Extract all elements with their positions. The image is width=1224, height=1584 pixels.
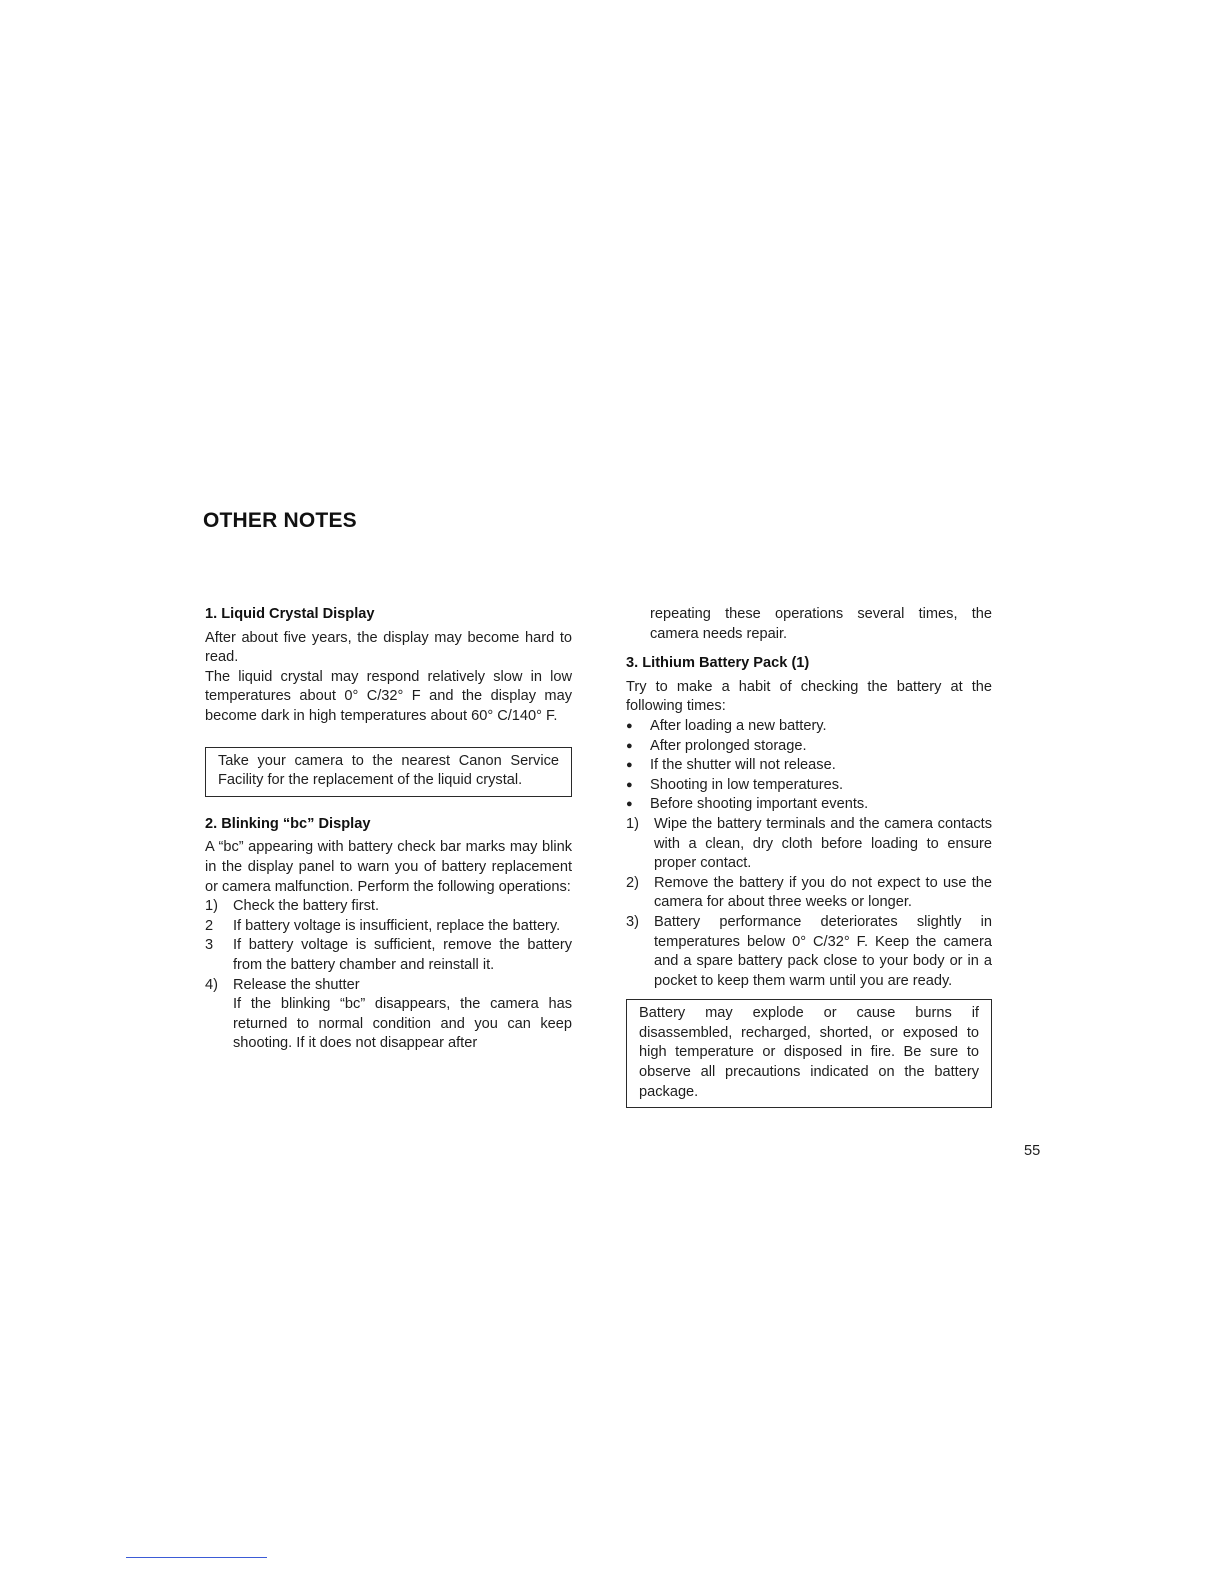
section-lithium-battery-pack xyxy=(626,654,992,1108)
list-marker: 4) xyxy=(205,976,218,993)
notice-box: Take your camera to the nearest Canon Service Facility for the replacement of the liquid crystal. xyxy=(205,747,572,797)
list-marker: 2) xyxy=(626,874,639,891)
right-column xyxy=(626,605,992,1108)
bullet-item xyxy=(626,776,992,796)
bullet-dot-icon: ● xyxy=(626,798,633,811)
bullet-dot-icon: ● xyxy=(626,759,633,772)
section-heading: 2. Blinking “bc” Display xyxy=(205,815,371,832)
bullet-text: If the shutter will not release. xyxy=(650,757,836,774)
bullet-text: Shooting in low temperatures. xyxy=(650,776,844,793)
list-item xyxy=(626,913,992,991)
list-item-text: Battery performance deteriorates slightly in temperatures below 0° C/32° F. Keep the camera and a spare battery pack close to your body or in a pocket to keep them warm until you are ready. xyxy=(654,913,992,989)
page-number: 55 xyxy=(1024,1143,1041,1159)
paragraph: After about five years, the display may become hard to read. xyxy=(205,629,572,666)
section-heading: 1. Liquid Crystal Display xyxy=(205,606,375,622)
list-item xyxy=(205,976,572,996)
bullet-item xyxy=(626,756,992,776)
scan-edge-line xyxy=(126,1557,267,1558)
bullet-dot-icon: ● xyxy=(626,778,633,791)
bullet-text: Before shooting important events. xyxy=(650,796,869,813)
list-item-text: Remove the battery if you do not expect to use the camera for about three weeks or longer. xyxy=(654,874,992,911)
list-item-text: If battery voltage is sufficient, remove the battery from the battery chamber and reinstall it. xyxy=(233,937,572,973)
list-marker: 3) xyxy=(626,913,639,930)
section-liquid-crystal-display xyxy=(205,605,572,797)
section-heading: 3. Lithium Battery Pack (1) xyxy=(626,655,810,672)
list-item-text: Wipe the battery terminals and the camera contacts with a clean, dry cloth before loading to ensure proper contact. xyxy=(654,815,992,872)
paragraph: A “bc” appearing with battery check bar marks may blink in the display panel to warn you of battery replacement or camera malfunction. Perform the following operations: xyxy=(205,839,572,895)
continued-paragraph: repeating these operations several times, the camera needs repair. xyxy=(650,606,992,642)
paragraph: The liquid crystal may respond relatively slow in low temperatures about 0° C/32° F and the display may become dark in high temperatures about 60° C/140° F. xyxy=(205,668,572,724)
list-item xyxy=(626,815,992,874)
list-marker: 1) xyxy=(205,898,218,915)
left-column xyxy=(205,605,572,1054)
list-item xyxy=(626,874,992,913)
list-item xyxy=(205,897,572,917)
list-item-text: If battery voltage is insufficient, replace the battery. xyxy=(233,917,561,934)
list-item-text: Check the battery first. xyxy=(233,898,379,915)
section-blinking-bc-display xyxy=(205,815,572,1054)
bullet-text: After loading a new battery. xyxy=(650,717,827,734)
bullet-dot-icon: ● xyxy=(626,739,633,752)
list-item xyxy=(205,936,572,975)
list-marker: 1) xyxy=(626,815,639,832)
bullet-item xyxy=(626,717,992,737)
bullet-text: After prolonged storage. xyxy=(650,737,807,754)
bullet-item xyxy=(626,795,992,815)
bullet-dot-icon: ● xyxy=(626,719,633,732)
bullet-item xyxy=(626,737,992,757)
warning-box: Battery may explode or cause burns if disassembled, recharged, shorted, or exposed to high temperature or disposed in fire. Be sure to observe all precautions indicated on the battery package. xyxy=(626,999,992,1108)
page-title: OTHER NOTES xyxy=(203,509,357,532)
list-item-text: Release the shutter xyxy=(233,976,360,993)
list-marker: 2 xyxy=(205,917,214,934)
list-item xyxy=(205,917,572,937)
list-marker: 3 xyxy=(205,937,214,954)
paragraph: Try to make a habit of checking the battery at the following times: xyxy=(626,678,992,715)
step-detail: If the blinking “bc” disappears, the camera has returned to normal condition and you can keep shooting. If it does not disappear after xyxy=(233,996,572,1052)
